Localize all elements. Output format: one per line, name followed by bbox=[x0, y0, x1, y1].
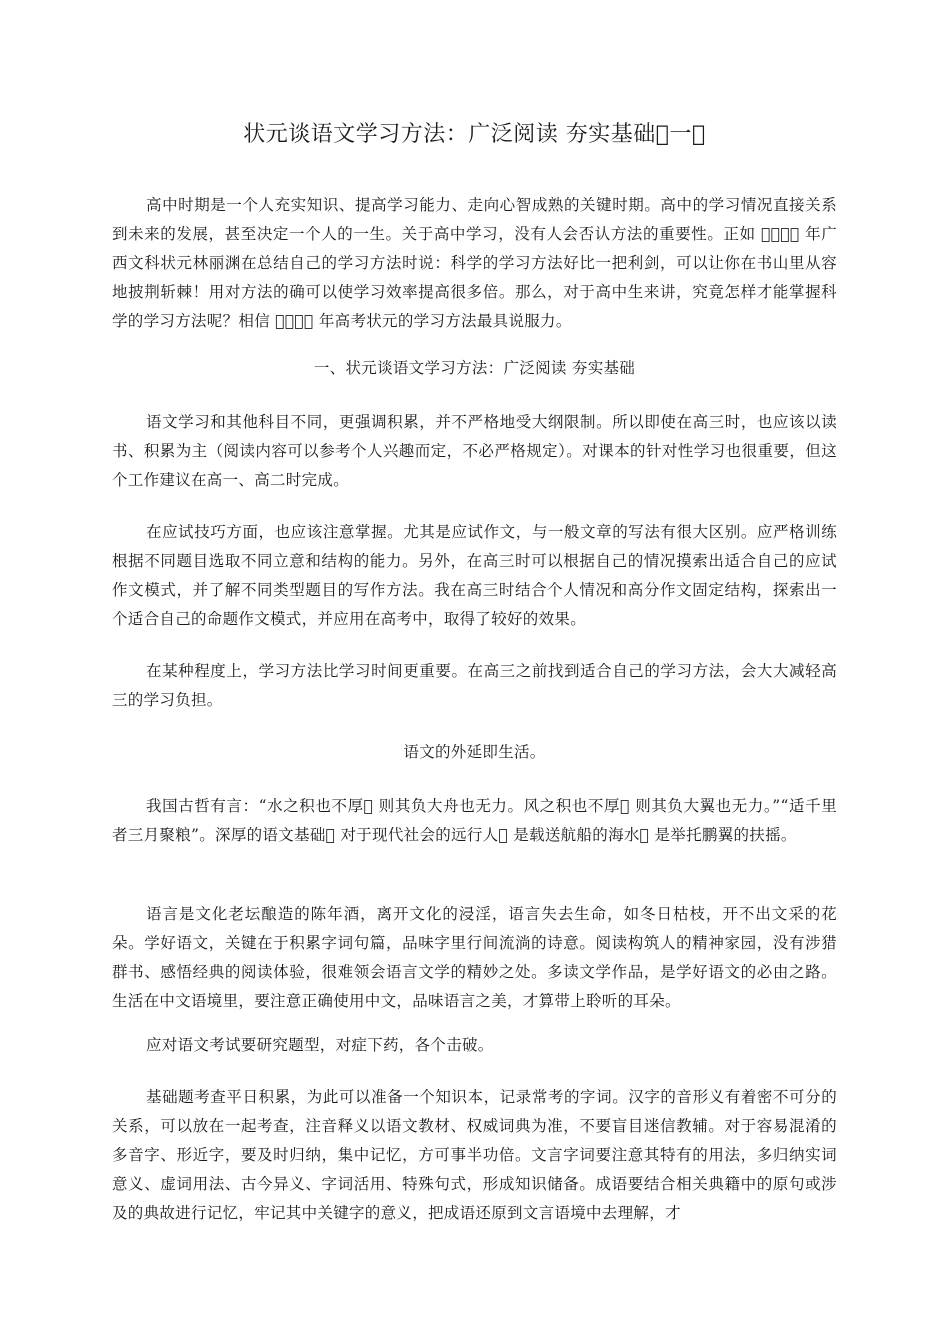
paragraph-accumulation: 语文学习和其他科目不同，更强调积累，并不严格地受大纲限制。所以即使在高三时，也应该以读书、积累为主（阅读内容可以参考个人兴趣而定，不必严格规定）。对课本的针对性学习也很重要，但这个工作建议在高一、高二时完成。 bbox=[112, 413, 837, 489]
paragraph-exam-strategy: 应对语文考试要研究题型，对症下药，各个击破。 bbox=[146, 1036, 494, 1054]
document-title: 状元谈语文学习方法：广泛阅读 夯实基础 一  bbox=[243, 122, 706, 147]
paragraph-intro: 高中时期是一个人充实知识、提高学习能力、走向心智成熟的关键时期。高中的学习情况直接关系到未来的发展，甚至决定一个人的一生。关于高中学习，没有人会否认方法的重要性。正如      年广西文科状元林丽渊在总结自己的学习方法时说：科学的学习方法好比一把利剑，可以让你在书山里从容地披荆斩棘！用对方法的确可以使学习效率提高很多倍。那么，对于高中生来讲，究竟怎样才能掌握科学的学习方法呢？相信      年高考状元的学习方法最具说服力。 bbox=[112, 196, 837, 330]
paragraph-basic-questions: 基础题考查平日积累，为此可以准备一个知识本，记录常考的字词。汉字的音形义有着密不可分的关系，可以放在一起考查，注音释义以语文教材、权威词典为准，不要盲目迷信教辅。对于容易混淆的多音字、形近字，要及时归纳，集中记忆，方可事半功倍。文言字词要注意其特有的用法，多归纳实词意义、虚词用法、古今异义、字词活用、特殊句式，形成知识储备。成语要结合相关典籍中的原句或涉及的典故进行记忆，牢记其中关键字的意义，把成语还原到文言语境中去理解，才 bbox=[112, 1088, 837, 1222]
paragraph-language-culture: 语言是文化老坛酿造的陈年酒，离开文化的浸淫，语言失去生命，如冬日枯枝，开不出文采的花朵。学好语文，关键在于积累字词句篇，品味字里行间流淌的诗意。阅读构筑人的精神家园，没有涉猎群书、感悟经典的阅读体验，很难领会语言文学的精妙之处。多读文学作品，是学好语文的必由之路。生活在中文语境里，要注意正确使用中文，品味语言之美，才算带上聆听的耳朵。 bbox=[112, 905, 837, 1010]
subheading-life: 语文的外延即生活。 bbox=[403, 743, 546, 761]
paragraph-ancient-saying: 我国古哲有言：“水之积也不厚  则其负大舟也无力。风之积也不厚  则其负大翼也无力。”“适千里者三月聚粮”。深厚的语文基础  对于现代社会的远行人  是载送航船的海水  是举托鹏翼的扶摇。 bbox=[112, 797, 837, 844]
paragraph-exam-skills: 在应试技巧方面，也应该注意掌握。尤其是应试作文，与一般文章的写法有很大区别。应严格训练根据不同题目选取不同立意和结构的能力。另外，在高三时可以根据自己的情况摸索出适合自己的应试作文模式，并了解不同类型题目的写作方法。我在高三时结合个人情况和高分作文固定结构，探索出一个适合自己的命题作文模式，并应用在高考中，取得了较好的效果。 bbox=[112, 523, 837, 628]
paragraph-method-vs-time: 在某种程度上，学习方法比学习时间更重要。在高三之前找到适合自己的学习方法，会大大减轻高三的学习负担。 bbox=[112, 662, 837, 709]
section-heading: 一、状元谈语文学习方法：广泛阅读 夯实基础 bbox=[313, 359, 636, 377]
